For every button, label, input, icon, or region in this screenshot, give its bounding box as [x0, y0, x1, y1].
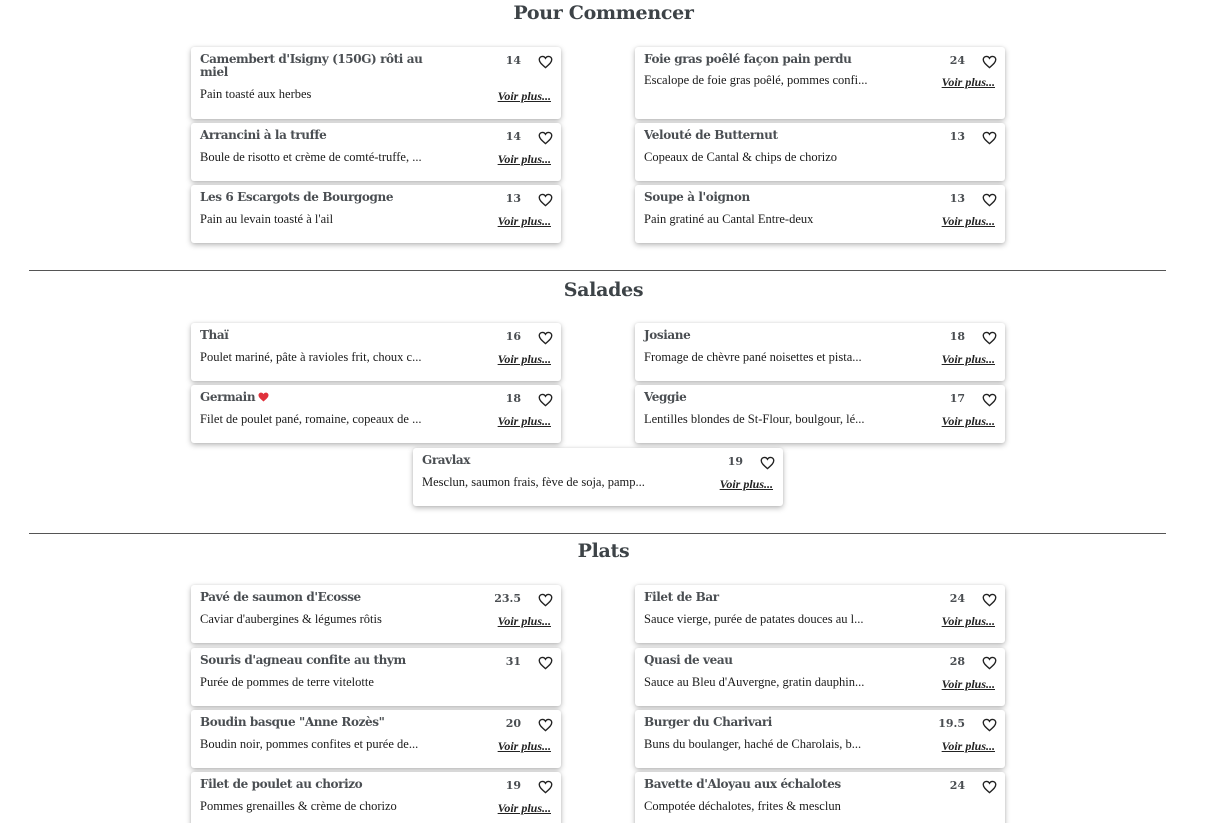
dish-name: Foie gras poêlé façon pain perdu: [644, 52, 852, 66]
menu-item-card[interactable]: [635, 585, 1005, 643]
dish-description: Buns du boulanger, haché de Charolais, b...: [644, 737, 862, 751]
voir-plus-link[interactable]: Voir plus...: [719, 477, 773, 491]
section-title: Pour Commencer: [513, 2, 694, 24]
dish-name: Gravlax: [422, 453, 471, 467]
voir-plus-link[interactable]: Voir plus...: [941, 739, 995, 753]
menu-item-card[interactable]: [635, 123, 1005, 181]
heart-icon[interactable]: [982, 780, 997, 794]
voir-plus-link[interactable]: Voir plus...: [497, 614, 551, 628]
dish-description: Sauce au Bleu d'Auvergne, gratin dauphin...: [644, 675, 865, 689]
dish-price: 19: [727, 455, 743, 468]
dish-description: Escalope de foie gras poêlé, pommes confi...: [644, 73, 868, 87]
section-divider: [29, 270, 1166, 271]
dish-name: Bavette d'Aloyau aux échalotes: [644, 777, 841, 791]
dish-name: Arrancini à la truffe: [200, 128, 327, 142]
dish-description: Compotée déchalotes, frites & mesclun: [644, 799, 841, 813]
heart-icon[interactable]: [982, 718, 997, 732]
heart-icon[interactable]: [982, 331, 997, 345]
heart-icon[interactable]: [538, 780, 553, 794]
heart-icon[interactable]: [538, 131, 553, 145]
menu-item-card[interactable]: [191, 772, 561, 823]
dish-description: Caviar d'aubergines & légumes rôtis: [200, 612, 382, 626]
heart-icon[interactable]: [538, 718, 553, 732]
section-divider: [29, 533, 1166, 534]
voir-plus-link[interactable]: Voir plus...: [941, 677, 995, 691]
dish-description: Pommes grenailles & crème de chorizo: [200, 799, 397, 813]
dish-name: Filet de poulet au chorizo: [200, 777, 363, 791]
dish-name: Les 6 Escargots de Bourgogne: [200, 190, 394, 204]
voir-plus-link[interactable]: Voir plus...: [497, 739, 551, 753]
heart-icon: [258, 392, 269, 402]
heart-icon[interactable]: [982, 393, 997, 407]
dish-name: Burger du Charivari: [644, 715, 772, 729]
heart-icon[interactable]: [538, 656, 553, 670]
dish-description: Poulet mariné, pâte à ravioles frit, choux c...: [200, 350, 422, 364]
voir-plus-link[interactable]: Voir plus...: [497, 352, 551, 366]
dish-name: Souris d'agneau confite au thym: [200, 653, 406, 667]
voir-plus-link[interactable]: Voir plus...: [941, 414, 995, 428]
dish-name: Filet de Bar: [644, 590, 719, 604]
menu-item-card[interactable]: [191, 47, 561, 119]
dish-price: 13: [505, 192, 521, 205]
menu-item-card[interactable]: [191, 710, 561, 768]
dish-description: Boule de risotto et crème de comté-truffe, ...: [200, 150, 422, 164]
menu-item-card[interactable]: [635, 710, 1005, 768]
heart-icon[interactable]: [538, 331, 553, 345]
dish-price: 24: [949, 592, 965, 605]
voir-plus-link[interactable]: Voir plus...: [497, 414, 551, 428]
dish-name: Josiane: [644, 328, 691, 342]
dish-price: 19: [505, 779, 521, 792]
dish-price: 24: [949, 54, 965, 67]
dish-price: 19.5: [938, 717, 965, 730]
menu-item-card[interactable]: [191, 323, 561, 381]
dish-description: Sauce vierge, purée de patates douces au l...: [644, 612, 864, 626]
heart-icon[interactable]: [982, 193, 997, 207]
heart-icon[interactable]: [982, 593, 997, 607]
heart-icon[interactable]: [538, 593, 553, 607]
heart-icon[interactable]: [538, 193, 553, 207]
dish-price: 18: [505, 392, 521, 405]
dish-description: Pain gratiné au Cantal Entre-deux: [644, 212, 814, 226]
dish-price: 17: [949, 392, 965, 405]
dish-price: 24: [949, 779, 965, 792]
dish-price: 13: [949, 130, 965, 143]
dish-description: Pain au levain toasté à l'ail: [200, 212, 334, 226]
section-title: Salades: [563, 279, 644, 301]
dish-price: 20: [505, 717, 521, 730]
heart-icon[interactable]: [982, 656, 997, 670]
voir-plus-link[interactable]: Voir plus...: [497, 152, 551, 166]
voir-plus-link[interactable]: Voir plus...: [941, 352, 995, 366]
dish-name: Soupe à l'oignon: [644, 190, 750, 204]
dish-name: Camembert d'Isigny (150G) rôti au miel: [200, 52, 423, 79]
dish-description: Lentilles blondes de St-Flour, boulgour, lé...: [644, 412, 865, 426]
dish-price: 13: [949, 192, 965, 205]
dish-name-text: Germain: [200, 390, 256, 404]
dish-name: Velouté de Butternut: [644, 128, 778, 142]
voir-plus-link[interactable]: Voir plus...: [941, 214, 995, 228]
voir-plus-link[interactable]: Voir plus...: [941, 75, 995, 89]
section-title: Plats: [577, 540, 630, 562]
dish-price: 16: [505, 330, 521, 343]
heart-icon[interactable]: [538, 55, 553, 69]
menu-item-card[interactable]: [413, 448, 783, 506]
heart-icon[interactable]: [982, 55, 997, 69]
menu-item-card[interactable]: [191, 185, 561, 243]
dish-price: 28: [949, 655, 965, 668]
dish-description: Mesclun, saumon frais, fève de soja, pamp...: [422, 475, 645, 489]
menu-item-card[interactable]: [635, 772, 1005, 823]
dish-description: Purée de pommes de terre vitelotte: [200, 675, 374, 689]
menu-item-card[interactable]: [635, 385, 1005, 443]
dish-description: Pain toasté aux herbes: [200, 87, 312, 101]
voir-plus-link[interactable]: Voir plus...: [497, 89, 551, 103]
dish-description: Boudin noir, pommes confites et purée de...: [200, 737, 419, 751]
menu-item-card[interactable]: [635, 47, 1005, 119]
dish-price: 18: [949, 330, 965, 343]
menu-item-card[interactable]: [635, 323, 1005, 381]
voir-plus-link[interactable]: Voir plus...: [941, 614, 995, 628]
menu-item-card[interactable]: [635, 648, 1005, 706]
dish-description: Fromage de chèvre pané noisettes et pista...: [644, 350, 862, 364]
menu-item-card[interactable]: [191, 123, 561, 181]
dish-name: Veggie: [644, 390, 687, 404]
heart-icon[interactable]: [760, 456, 775, 470]
menu-item-card[interactable]: [191, 648, 561, 706]
menu-item-card[interactable]: [635, 185, 1005, 243]
heart-icon[interactable]: [982, 131, 997, 145]
dish-price: 23.5: [494, 592, 521, 605]
dish-name: Quasi de veau: [644, 653, 733, 667]
dish-name: Pavé de saumon d'Ecosse: [200, 590, 361, 604]
menu-item-card[interactable]: [191, 585, 561, 643]
menu-item-card[interactable]: [191, 385, 561, 443]
dish-name: [200, 391, 430, 404]
heart-icon[interactable]: [538, 393, 553, 407]
dish-name: Boudin basque "Anne Rozès": [200, 715, 385, 729]
dish-price: 31: [505, 655, 521, 668]
voir-plus-link[interactable]: Voir plus...: [497, 214, 551, 228]
dish-description: Copeaux de Cantal & chips de chorizo: [644, 150, 837, 164]
dish-price: 14: [505, 54, 521, 67]
dish-name: Thaï: [200, 328, 229, 342]
voir-plus-link[interactable]: Voir plus...: [497, 801, 551, 815]
dish-price: 14: [505, 130, 521, 143]
dish-description: Filet de poulet pané, romaine, copeaux de ...: [200, 412, 422, 426]
